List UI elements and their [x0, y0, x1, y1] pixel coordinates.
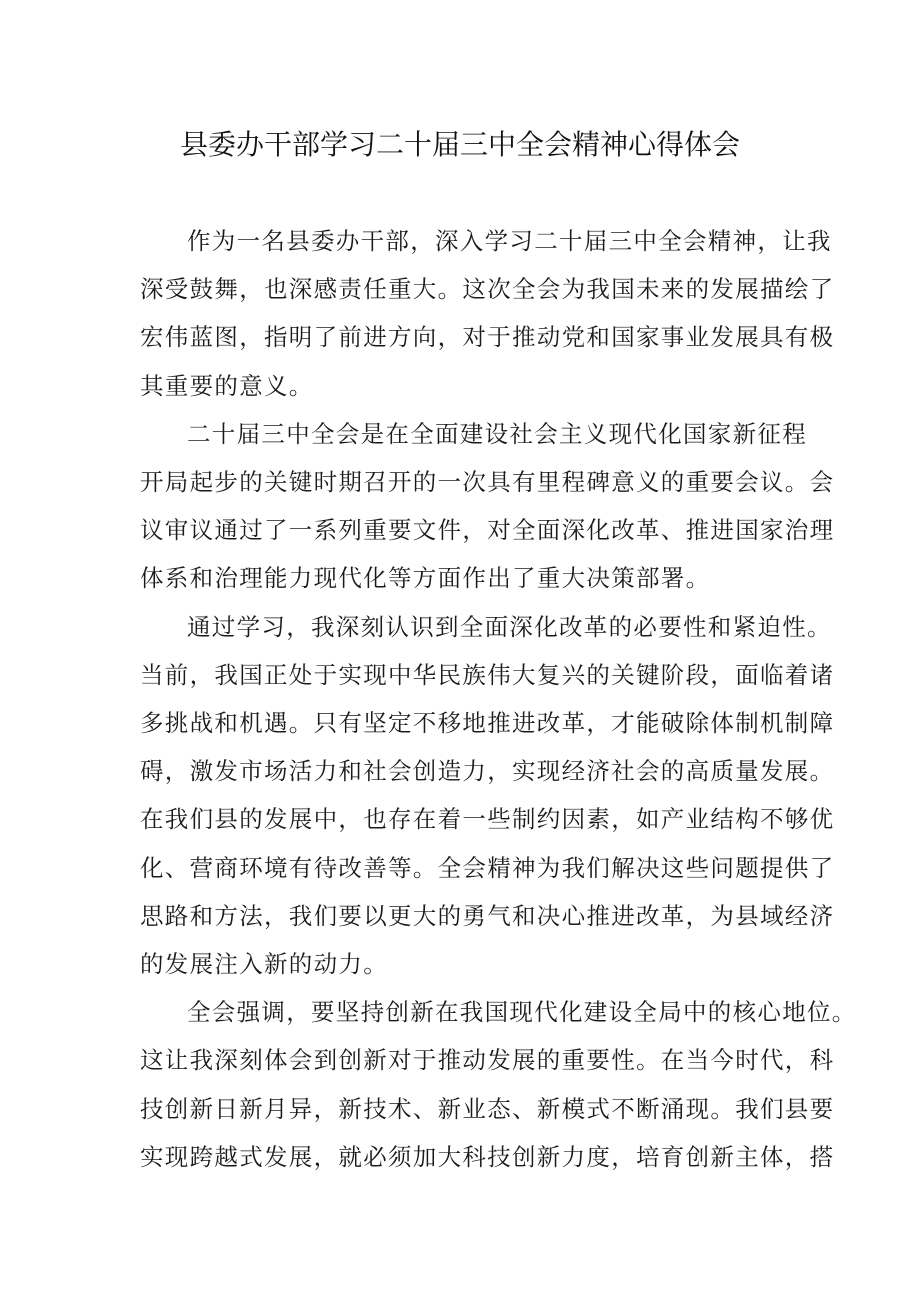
paragraph-line: 思路和方法，我们要以更大的勇气和决心推进改革，为县域经济	[140, 901, 835, 930]
paragraph-line: 这让我深刻体会到创新对于推动发展的重要性。在当今时代，科	[140, 1046, 835, 1075]
paragraph-4	[140, 988, 857, 1181]
paragraph-line: 全会强调，要坚持创新在我国现代化建设全局中的核心地位。	[187, 998, 857, 1027]
paragraph-line: 化、营商环境有待改善等。全会精神为我们解决这些问题提供了	[140, 853, 835, 882]
paragraph-line: 碍，激发市场活力和社会创造力，实现经济社会的高质量发展。	[140, 757, 835, 786]
paragraph-2	[140, 410, 835, 603]
paragraph-line: 宏伟蓝图，指明了前进方向，对于推动党和国家事业发展具有极	[140, 323, 835, 352]
paragraph-line: 通过学习，我深刻认识到全面深化改革的必要性和紧迫性。	[187, 612, 832, 641]
paragraph-line: 深受鼓舞，也深感责任重大。这次全会为我国未来的发展描绘了	[140, 275, 835, 304]
paragraph-1	[140, 217, 835, 410]
paragraph-line: 议审议通过了一系列重要文件，对全面深化改革、推进国家治理	[140, 516, 835, 545]
paragraph-line: 二十届三中全会是在全面建设社会主义现代化国家新征程	[187, 419, 807, 448]
paragraph-line: 技创新日新月异，新技术、新业态、新模式不断涌现。我们县要	[140, 1094, 835, 1123]
paragraph-line: 的发展注入新的动力。	[140, 950, 388, 979]
paragraph-line: 其重要的意义。	[140, 371, 314, 400]
paragraph-line: 体系和治理能力现代化等方面作出了重大决策部署。	[140, 564, 711, 593]
paragraph-line: 实现跨越式发展，就必须加大科技创新力度，培育创新主体，搭	[140, 1142, 835, 1171]
paragraph-line: 开局起步的关键时期召开的一次具有里程碑意义的重要会议。会	[140, 468, 835, 497]
document-title: 县委办干部学习二十届三中全会精神心得体会	[179, 128, 740, 161]
paragraph-3	[140, 603, 835, 989]
paragraph-line: 作为一名县委办干部，深入学习二十届三中全会精神，让我	[187, 227, 832, 255]
paragraph-line: 当前，我国正处于实现中华民族伟大复兴的关键阶段，面临着诸	[140, 660, 835, 689]
paragraph-line: 在我们县的发展中，也存在着一些制约因素，如产业结构不够优	[140, 805, 835, 834]
document-body	[140, 217, 857, 1181]
paragraph-line: 多挑战和机遇。只有坚定不移地推进改革，才能破除体制机制障	[140, 709, 835, 738]
